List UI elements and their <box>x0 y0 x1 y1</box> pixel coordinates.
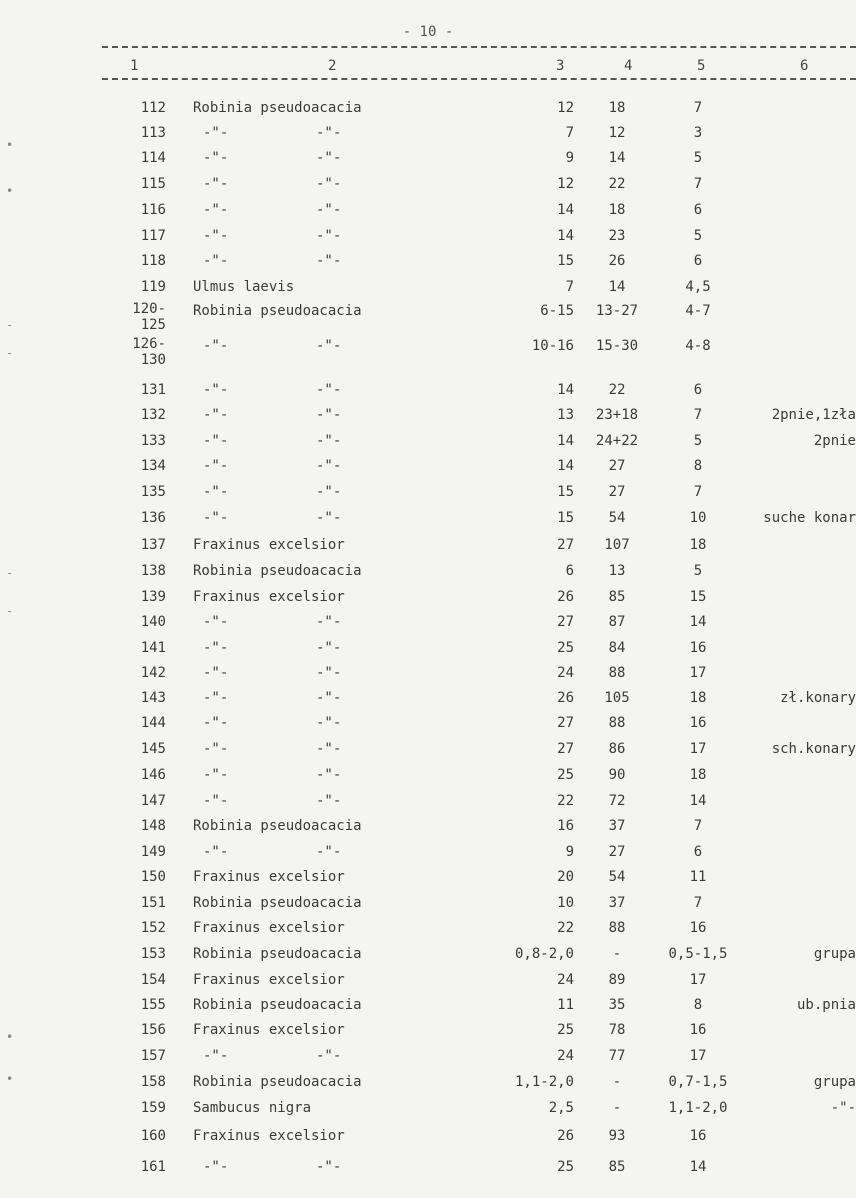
species-ditto-mark-2: -"- <box>316 510 342 526</box>
species-ditto-mark: -"- <box>203 382 229 398</box>
value-col-4: 54 <box>608 510 626 526</box>
row-number: 154 <box>140 972 166 988</box>
species-name: Robinia pseudoacacia <box>193 563 362 579</box>
value-col-3: 12 <box>557 100 574 116</box>
value-col-3: 25 <box>557 767 574 783</box>
remarks-col-6: suche konar <box>763 510 856 526</box>
value-col-5: 8 <box>693 997 703 1013</box>
species-ditto-mark-2: -"- <box>316 458 342 474</box>
value-col-5: 5 <box>693 563 703 579</box>
row-number: 152 <box>140 920 166 936</box>
species-ditto-mark: -"- <box>203 338 229 354</box>
row-number: 143 <box>140 690 166 706</box>
row-number: 120- 125 <box>132 301 166 333</box>
value-col-5: 7 <box>693 895 703 911</box>
value-col-4: 84 <box>608 640 626 656</box>
species-ditto-mark: -"- <box>203 253 229 269</box>
species-name: Fraxinus excelsior <box>193 920 345 936</box>
column-header-2: 2 <box>328 58 337 74</box>
value-col-3: 0,8-2,0 <box>514 946 574 962</box>
value-col-5: 18 <box>689 537 707 553</box>
value-col-3: 27 <box>557 537 574 553</box>
row-number: 116 <box>140 202 166 218</box>
value-col-4: 27 <box>608 484 626 500</box>
value-col-4: 105 <box>604 690 630 706</box>
value-col-3: 11 <box>557 997 574 1013</box>
column-header-5: 5 <box>697 58 706 74</box>
row-number: 156 <box>140 1022 166 1038</box>
row-number: 114 <box>140 150 166 166</box>
value-col-3: 26 <box>557 589 574 605</box>
value-col-4: 72 <box>608 793 626 809</box>
species-ditto-mark-2: -"- <box>316 382 342 398</box>
species-name: Fraxinus excelsior <box>193 589 345 605</box>
value-col-5: 7 <box>693 407 703 423</box>
species-ditto-mark-2: -"- <box>316 176 342 192</box>
value-col-5: 16 <box>689 640 707 656</box>
species-name: Ulmus laevis <box>193 279 295 295</box>
value-col-4: 13 <box>608 563 626 579</box>
value-col-4: 22 <box>608 382 626 398</box>
margin-mark: - <box>6 346 14 360</box>
value-col-5: 18 <box>689 690 707 706</box>
row-number: 149 <box>140 844 166 860</box>
value-col-3: 10-16 <box>531 338 574 354</box>
species-ditto-mark-2: -"- <box>316 253 342 269</box>
species-ditto-mark-2: -"- <box>316 767 342 783</box>
row-number: 146 <box>140 767 166 783</box>
row-number: 117 <box>140 228 166 244</box>
value-col-5: 0,5-1,5 <box>668 946 728 962</box>
species-ditto-mark: -"- <box>203 665 229 681</box>
value-col-5: 4,5 <box>685 279 711 295</box>
value-col-5: 6 <box>693 382 703 398</box>
value-col-5: 17 <box>689 1048 707 1064</box>
column-header-6: 6 <box>800 58 809 74</box>
margin-mark: - <box>6 566 14 580</box>
value-col-5: 4-7 <box>685 303 711 319</box>
value-col-3: 10 <box>557 895 574 911</box>
row-number: 132 <box>140 407 166 423</box>
species-ditto-mark-2: -"- <box>316 844 342 860</box>
row-number: 150 <box>140 869 166 885</box>
value-col-5: 6 <box>693 844 703 860</box>
row-number: 113 <box>140 125 166 141</box>
row-number: 135 <box>140 484 166 500</box>
row-number: 153 <box>140 946 166 962</box>
value-col-3: 14 <box>557 433 574 449</box>
row-number: 138 <box>140 563 166 579</box>
species-ditto-mark: -"- <box>203 1048 229 1064</box>
species-name: Sambucus nigra <box>193 1100 312 1116</box>
species-ditto-mark: -"- <box>203 715 229 731</box>
value-col-4: 37 <box>608 895 626 911</box>
value-col-3: 7 <box>565 279 574 295</box>
species-ditto-mark: -"- <box>203 510 229 526</box>
row-number: 144 <box>140 715 166 731</box>
species-ditto-mark-2: -"- <box>316 125 342 141</box>
value-col-5: 16 <box>689 715 707 731</box>
value-col-4: 26 <box>608 253 626 269</box>
species-ditto-mark: -"- <box>203 614 229 630</box>
value-col-3: 22 <box>557 920 574 936</box>
column-header-1: 1 <box>130 58 139 74</box>
value-col-3: 15 <box>557 510 574 526</box>
value-col-4: 93 <box>608 1128 626 1144</box>
species-name: Fraxinus excelsior <box>193 869 345 885</box>
species-ditto-mark-2: -"- <box>316 640 342 656</box>
remarks-col-6: 2pnie,1zła <box>771 407 856 423</box>
value-col-3: 6-15 <box>540 303 574 319</box>
value-col-4: 37 <box>608 818 626 834</box>
margin-mark: • <box>6 1072 14 1086</box>
row-number: 133 <box>140 433 166 449</box>
value-col-5: 0,7-1,5 <box>668 1074 728 1090</box>
value-col-5: 10 <box>689 510 707 526</box>
species-ditto-mark-2: -"- <box>316 614 342 630</box>
species-ditto-mark: -"- <box>203 484 229 500</box>
row-number: 140 <box>140 614 166 630</box>
value-col-4: 27 <box>608 844 626 860</box>
value-col-3: 7 <box>565 125 574 141</box>
species-ditto-mark-2: -"- <box>316 202 342 218</box>
row-number: 126- 130 <box>132 336 166 368</box>
row-number: 142 <box>140 665 166 681</box>
value-col-4: 18 <box>608 202 626 218</box>
value-col-3: 2,5 <box>548 1100 574 1116</box>
species-name: Robinia pseudoacacia <box>193 818 362 834</box>
species-ditto-mark-2: -"- <box>316 1048 342 1064</box>
species-name: Fraxinus excelsior <box>193 537 345 553</box>
value-col-4: 89 <box>608 972 626 988</box>
value-col-5: 7 <box>693 100 703 116</box>
species-ditto-mark-2: -"- <box>316 338 342 354</box>
remarks-col-6: zł.konary <box>780 690 856 706</box>
value-col-4: 22 <box>608 176 626 192</box>
value-col-3: 25 <box>557 1159 574 1175</box>
header-top-rule <box>102 46 856 48</box>
value-col-4: 12 <box>608 125 626 141</box>
value-col-3: 24 <box>557 1048 574 1064</box>
value-col-4: 90 <box>608 767 626 783</box>
species-ditto-mark-2: -"- <box>316 484 342 500</box>
value-col-5: 18 <box>689 767 707 783</box>
value-col-3: 27 <box>557 741 574 757</box>
species-name: Robinia pseudoacacia <box>193 946 362 962</box>
value-col-5: 11 <box>689 869 707 885</box>
value-col-3: 12 <box>557 176 574 192</box>
value-col-5: 7 <box>693 484 703 500</box>
row-number: 148 <box>140 818 166 834</box>
margin-mark: • <box>6 1030 14 1044</box>
remarks-col-6: 2pnie <box>813 433 856 449</box>
value-col-3: 6 <box>565 563 574 579</box>
value-col-3: 14 <box>557 228 574 244</box>
value-col-5: 8 <box>693 458 703 474</box>
value-col-5: 7 <box>693 818 703 834</box>
species-name: Robinia pseudoacacia <box>193 895 362 911</box>
value-col-5: 16 <box>689 1022 707 1038</box>
row-number: 118 <box>140 253 166 269</box>
value-col-5: 16 <box>689 920 707 936</box>
value-col-4: 107 <box>604 537 630 553</box>
value-col-4: 88 <box>608 715 626 731</box>
row-number: 151 <box>140 895 166 911</box>
value-col-5: 1,1-2,0 <box>668 1100 728 1116</box>
value-col-5: 14 <box>689 793 707 809</box>
species-ditto-mark: -"- <box>203 844 229 860</box>
value-col-3: 25 <box>557 1022 574 1038</box>
value-col-4: - <box>612 1100 622 1116</box>
row-number: 112 <box>140 100 166 116</box>
species-ditto-mark: -"- <box>203 150 229 166</box>
species-ditto-mark: -"- <box>203 458 229 474</box>
row-number: 119 <box>140 279 166 295</box>
species-ditto-mark-2: -"- <box>316 407 342 423</box>
margin-mark: - <box>6 604 14 618</box>
value-col-5: 17 <box>689 741 707 757</box>
species-ditto-mark: -"- <box>203 793 229 809</box>
value-col-3: 24 <box>557 665 574 681</box>
species-name: Robinia pseudoacacia <box>193 303 362 319</box>
value-col-3: 16 <box>557 818 574 834</box>
value-col-5: 7 <box>693 176 703 192</box>
row-number: 157 <box>140 1048 166 1064</box>
value-col-3: 1,1-2,0 <box>514 1074 574 1090</box>
value-col-5: 6 <box>693 202 703 218</box>
margin-mark: • <box>6 138 14 152</box>
row-number: 137 <box>140 537 166 553</box>
value-col-4: 85 <box>608 589 626 605</box>
row-number: 161 <box>140 1159 166 1175</box>
value-col-3: 24 <box>557 972 574 988</box>
species-ditto-mark-2: -"- <box>316 150 342 166</box>
species-ditto-mark-2: -"- <box>316 433 342 449</box>
value-col-4: 54 <box>608 869 626 885</box>
value-col-4: - <box>612 946 622 962</box>
row-number: 139 <box>140 589 166 605</box>
species-name: Robinia pseudoacacia <box>193 997 362 1013</box>
value-col-5: 17 <box>689 972 707 988</box>
species-ditto-mark: -"- <box>203 433 229 449</box>
value-col-5: 15 <box>689 589 707 605</box>
value-col-3: 13 <box>557 407 574 423</box>
row-number: 115 <box>140 176 166 192</box>
value-col-4: 14 <box>608 279 626 295</box>
species-name: Fraxinus excelsior <box>193 1128 345 1144</box>
header-bottom-rule <box>102 78 856 80</box>
value-col-4: 88 <box>608 665 626 681</box>
remarks-col-6: grupa <box>813 1074 856 1090</box>
value-col-3: 26 <box>557 690 574 706</box>
species-ditto-mark-2: -"- <box>316 1159 342 1175</box>
species-ditto-mark-2: -"- <box>316 741 342 757</box>
remarks-col-6: sch.konary <box>771 741 856 757</box>
value-col-3: 14 <box>557 202 574 218</box>
value-col-3: 9 <box>565 150 574 166</box>
species-name: Robinia pseudoacacia <box>193 100 362 116</box>
value-col-3: 14 <box>557 382 574 398</box>
species-ditto-mark-2: -"- <box>316 228 342 244</box>
species-ditto-mark: -"- <box>203 176 229 192</box>
value-col-3: 25 <box>557 640 574 656</box>
row-number: 134 <box>140 458 166 474</box>
row-number: 136 <box>140 510 166 526</box>
remarks-col-6: ub.pnia <box>796 997 856 1013</box>
row-number: 145 <box>140 741 166 757</box>
value-col-3: 27 <box>557 715 574 731</box>
value-col-4: 14 <box>608 150 626 166</box>
species-ditto-mark: -"- <box>203 228 229 244</box>
value-col-5: 4-8 <box>685 338 711 354</box>
value-col-3: 14 <box>557 458 574 474</box>
species-ditto-mark: -"- <box>203 202 229 218</box>
value-col-4: 87 <box>608 614 626 630</box>
row-number: 160 <box>140 1128 166 1144</box>
value-col-3: 27 <box>557 614 574 630</box>
value-col-3: 9 <box>565 844 574 860</box>
species-ditto-mark: -"- <box>203 1159 229 1175</box>
value-col-4: 13-27 <box>595 303 639 319</box>
value-col-4: 85 <box>608 1159 626 1175</box>
value-col-4: 86 <box>608 741 626 757</box>
value-col-4: 77 <box>608 1048 626 1064</box>
row-number: 155 <box>140 997 166 1013</box>
species-ditto-mark-2: -"- <box>316 690 342 706</box>
remarks-col-6: -"- <box>830 1100 856 1116</box>
value-col-4: 35 <box>608 997 626 1013</box>
value-col-3: 15 <box>557 253 574 269</box>
row-number: 131 <box>140 382 166 398</box>
value-col-3: 26 <box>557 1128 574 1144</box>
species-ditto-mark: -"- <box>203 640 229 656</box>
species-ditto-mark: -"- <box>203 741 229 757</box>
species-name: Robinia pseudoacacia <box>193 1074 362 1090</box>
row-number: 147 <box>140 793 166 809</box>
value-col-5: 14 <box>689 1159 707 1175</box>
value-col-5: 16 <box>689 1128 707 1144</box>
value-col-4: 78 <box>608 1022 626 1038</box>
species-ditto-mark-2: -"- <box>316 715 342 731</box>
value-col-4: 27 <box>608 458 626 474</box>
value-col-5: 6 <box>693 253 703 269</box>
species-ditto-mark-2: -"- <box>316 793 342 809</box>
value-col-5: 17 <box>689 665 707 681</box>
value-col-3: 22 <box>557 793 574 809</box>
value-col-3: 20 <box>557 869 574 885</box>
species-name: Fraxinus excelsior <box>193 1022 345 1038</box>
value-col-4: 23 <box>608 228 626 244</box>
value-col-4: 23+18 <box>595 407 639 423</box>
row-number: 141 <box>140 640 166 656</box>
value-col-5: 5 <box>693 150 703 166</box>
value-col-4: 88 <box>608 920 626 936</box>
species-ditto-mark: -"- <box>203 690 229 706</box>
column-header-4: 4 <box>624 58 633 74</box>
value-col-3: 15 <box>557 484 574 500</box>
value-col-5: 5 <box>693 228 703 244</box>
value-col-4: 18 <box>608 100 626 116</box>
value-col-5: 14 <box>689 614 707 630</box>
species-ditto-mark-2: -"- <box>316 665 342 681</box>
species-name: Fraxinus excelsior <box>193 972 345 988</box>
row-number: 158 <box>140 1074 166 1090</box>
remarks-col-6: grupa <box>813 946 856 962</box>
value-col-4: 15-30 <box>595 338 639 354</box>
species-ditto-mark: -"- <box>203 125 229 141</box>
value-col-4: - <box>612 1074 622 1090</box>
value-col-4: 24+22 <box>595 433 639 449</box>
column-header-3: 3 <box>556 58 565 74</box>
value-col-5: 3 <box>693 125 703 141</box>
species-ditto-mark: -"- <box>203 407 229 423</box>
row-number: 159 <box>140 1100 166 1116</box>
page-number: - 10 - <box>402 24 454 40</box>
margin-mark: • <box>6 184 14 198</box>
species-ditto-mark: -"- <box>203 767 229 783</box>
value-col-5: 5 <box>693 433 703 449</box>
margin-mark: - <box>6 318 14 332</box>
